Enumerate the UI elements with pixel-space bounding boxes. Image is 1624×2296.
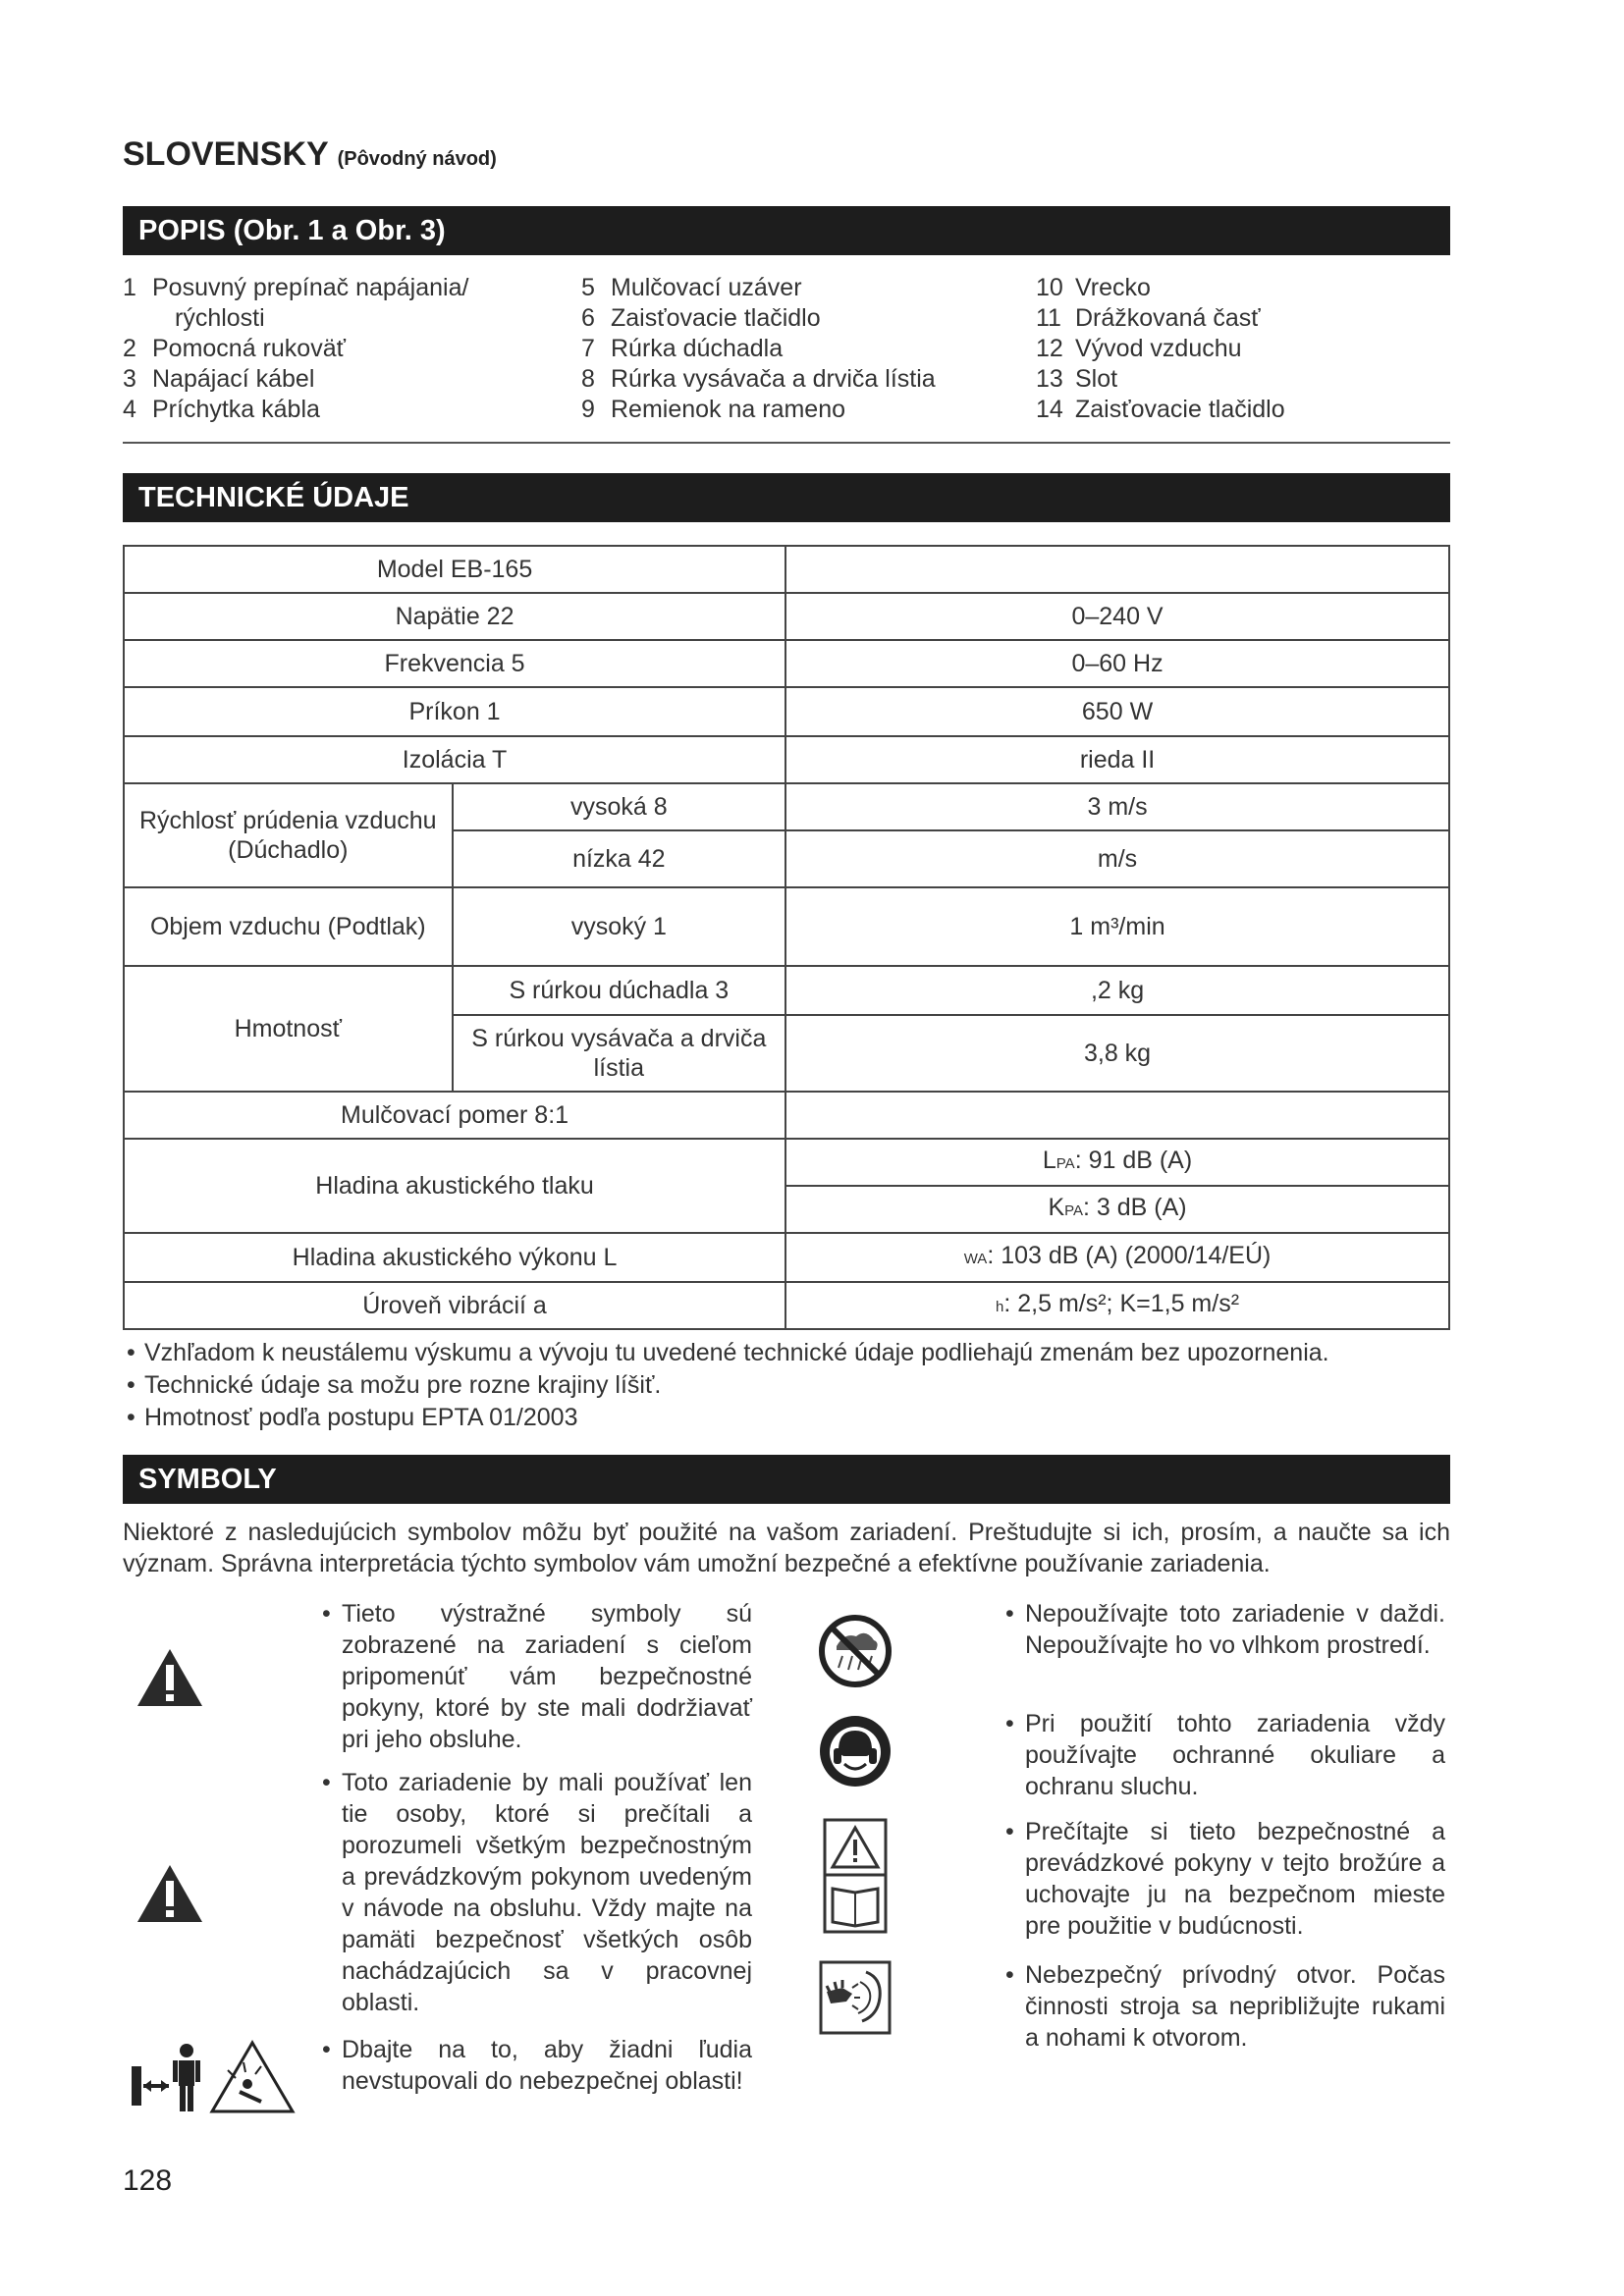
table-row [124, 687, 1449, 736]
spec-voltage-value: 0–240 V [785, 593, 1449, 640]
spec-spl-label: Hladina akustického tlaku [124, 1139, 785, 1233]
read-manual-icon [817, 1818, 893, 1941]
warning-triangle-icon [135, 1647, 204, 1713]
symbol-text-qualified-operator: • Toto zariadenie by mali používať len tie osoby, ktoré si prečítali a porozumeli všetkým bezpečnostným a prevádzkovým pokynom uvedeným v návode na obsluhu. Vždy majte na pamäti bezpečnosť všetkých osôb nachádzajúcich sa v pracovnej oblasti. [320, 1767, 752, 2018]
eye-ear-protection-icon [817, 1713, 893, 1794]
list-item: 3 Napájací kábel [123, 365, 315, 393]
spec-insulation-value: rieda II [785, 736, 1449, 783]
symbol-text-keep-away: • Dbajte na to, aby žiadni ľudia nevstupovali do nebezpečnej oblasti! [320, 2034, 752, 2097]
parts-list [123, 273, 1450, 430]
list-item: 8 Rúrka vysávača a drviča lístia [581, 365, 936, 393]
spec-airspeed-high-value: 3 m/s [785, 783, 1449, 830]
list-item: 6 Zaisťovacie tlačidlo [581, 304, 821, 332]
list-item: 14 Zaisťovacie tlačidlo [1036, 396, 1285, 423]
table-row [124, 1233, 1449, 1282]
symbol-text-read-manual: • Prečítajte si tieto bezpečnostné a prevádzkové pokyny v tejto brožúre a uchovajte ju na bezpečnom mieste pre použitie v budúcnosti. [1003, 1816, 1445, 1942]
list-item: 9 Remienok na rameno [581, 396, 846, 423]
spec-weight-blower-value: ,2 kg [785, 966, 1449, 1015]
table-row [124, 736, 1449, 783]
spec-model: Model EB-165 [124, 546, 785, 593]
spec-mulch-label: Mulčovací pomer 8:1 [124, 1092, 785, 1139]
parts-column-1 [123, 273, 574, 425]
spec-voltage-label: Napätie 22 [124, 593, 785, 640]
list-item: 10 Vrecko [1036, 274, 1151, 301]
spec-airspeed-low-value: m/s [785, 830, 1449, 887]
spec-frequency-value: 0–60 Hz [785, 640, 1449, 687]
parts-column-3 [1036, 273, 1448, 425]
spec-airspeed-label: Rýchlosť prúdenia vzduchu (Dúchadlo) [124, 783, 453, 887]
spec-mulch-value [785, 1092, 1449, 1139]
list-item: 7 Rúrka dúchadla [581, 335, 784, 362]
spec-vib-label: Úroveň vibrácií a [124, 1282, 785, 1329]
spec-model-value [785, 546, 1449, 593]
symbol-text-protection: • Pri použití tohto zariadenia vždy používajte ochranné okuliare a ochranu sluchu. [1003, 1708, 1445, 1802]
warning-triangle-icon [135, 1863, 204, 1929]
spec-frequency-label: Frekvencia 5 [124, 640, 785, 687]
spec-notes [123, 1337, 1450, 1434]
list-item: • Vzhľadom k neustálemu výskumu a vývoju tu uvedené technické údaje podliehajú zmenám bez upozornenia. [123, 1337, 1450, 1369]
spec-table [123, 545, 1450, 1330]
language-title: SLOVENSKY [123, 135, 329, 173]
spec-insulation-label: Izolácia T [124, 736, 785, 783]
spec-kpa-value: KPA: 3 dB (A) [785, 1186, 1449, 1233]
spec-airvolume-label: Objem vzduchu (Podtlak) [124, 887, 453, 966]
spec-vib-value: h: 2,5 m/s²; K=1,5 m/s² [785, 1282, 1449, 1329]
list-item: • Technické údaje sa možu pre rozne krajiny líšiť. [123, 1369, 1450, 1402]
table-row [124, 783, 1449, 830]
spec-airvolume-high-label: vysoký 1 [453, 887, 786, 966]
symbol-text-intake: • Nebezpečný prívodný otvor. Počas činnosti stroja sa nepribližujte rukami a nohami k otvorom. [1003, 1959, 1445, 2054]
spec-power-value: 650 W [785, 687, 1449, 736]
language-header [123, 135, 497, 174]
list-item: 2 Pomocná rukoväť [123, 335, 346, 362]
symbol-text-warning: • Tieto výstražné symboly sú zobrazené na zariadení s cieľom pripomenúť vám bezpečnostné pokyny, ktoré by ste mali dodržiavať pri jeho obsluhe. [320, 1598, 752, 1755]
table-row [124, 1139, 1449, 1186]
list-item: 12 Vývod vzduchu [1036, 335, 1242, 362]
table-row [124, 640, 1449, 687]
spec-weight-vac-value: 3,8 kg [785, 1015, 1449, 1092]
language-subtitle: (Pôvodný návod) [337, 148, 497, 170]
spec-swl-label: Hladina akustického výkonu L [124, 1233, 785, 1282]
list-item: 4 Príchytka kábla [123, 396, 320, 423]
spec-lpa-value: LPA: 91 dB (A) [785, 1139, 1449, 1186]
section-description-title: POPIS (Obr. 1 a Obr. 3) [123, 206, 1450, 255]
section-symbols-title: SYMBOLY [123, 1455, 1450, 1504]
spec-weight-blower-label: S rúrkou dúchadla 3 [453, 966, 786, 1015]
page-number: 128 [123, 2164, 173, 2197]
table-row [124, 966, 1449, 1015]
list-item: rýchlosti [175, 304, 265, 332]
table-row [124, 593, 1449, 640]
section-technical-title: TECHNICKÉ ÚDAJE [123, 473, 1450, 522]
list-item: 13 Slot [1036, 365, 1118, 393]
table-row [124, 1282, 1449, 1329]
parts-column-2 [581, 273, 1033, 425]
symbols-intro: Niektoré z nasledujúcich symbolov môžu byť použité na vašom zariadení. Preštudujte si ich, prosím, a naučte sa ich význam. Správna interpretácia týchto symbolov vám umožní bezpečné a efektívne používanie zariadenia. [123, 1519, 1450, 1577]
spec-swl-value: WA: 103 dB (A) (2000/14/EÚ) [785, 1233, 1449, 1282]
spec-airspeed-high-label: vysoká 8 [453, 783, 786, 830]
spec-power-label: Príkon 1 [124, 687, 785, 736]
spec-weight-label: Hmotnosť [124, 966, 453, 1092]
list-item: 1 Posuvný prepínač napájania/ [123, 274, 469, 301]
spec-weight-vac-label: S rúrkou vysávača a drviča lístia [453, 1015, 786, 1092]
table-row [124, 546, 1449, 593]
list-item: 11 Drážkovaná časť [1036, 304, 1261, 332]
table-row [124, 887, 1449, 966]
list-item: 5 Mulčovací uzáver [581, 274, 802, 301]
no-rain-icon [817, 1613, 893, 1694]
spec-airvolume-high-value: 1 m³/min [785, 887, 1449, 966]
hazardous-intake-icon [817, 1958, 893, 2042]
spec-airspeed-low-label: nízka 42 [453, 830, 786, 887]
symbol-text-no-rain: • Nepoužívajte toto zariadenie v daždi. Nepoužívajte ho vo vlhkom prostredí. [1003, 1598, 1445, 1661]
keep-bystanders-away-icon [130, 2037, 297, 2120]
list-item: • Hmotnosť podľa postupu EPTA 01/2003 [123, 1402, 1450, 1434]
divider [123, 442, 1450, 444]
table-row [124, 1092, 1449, 1139]
